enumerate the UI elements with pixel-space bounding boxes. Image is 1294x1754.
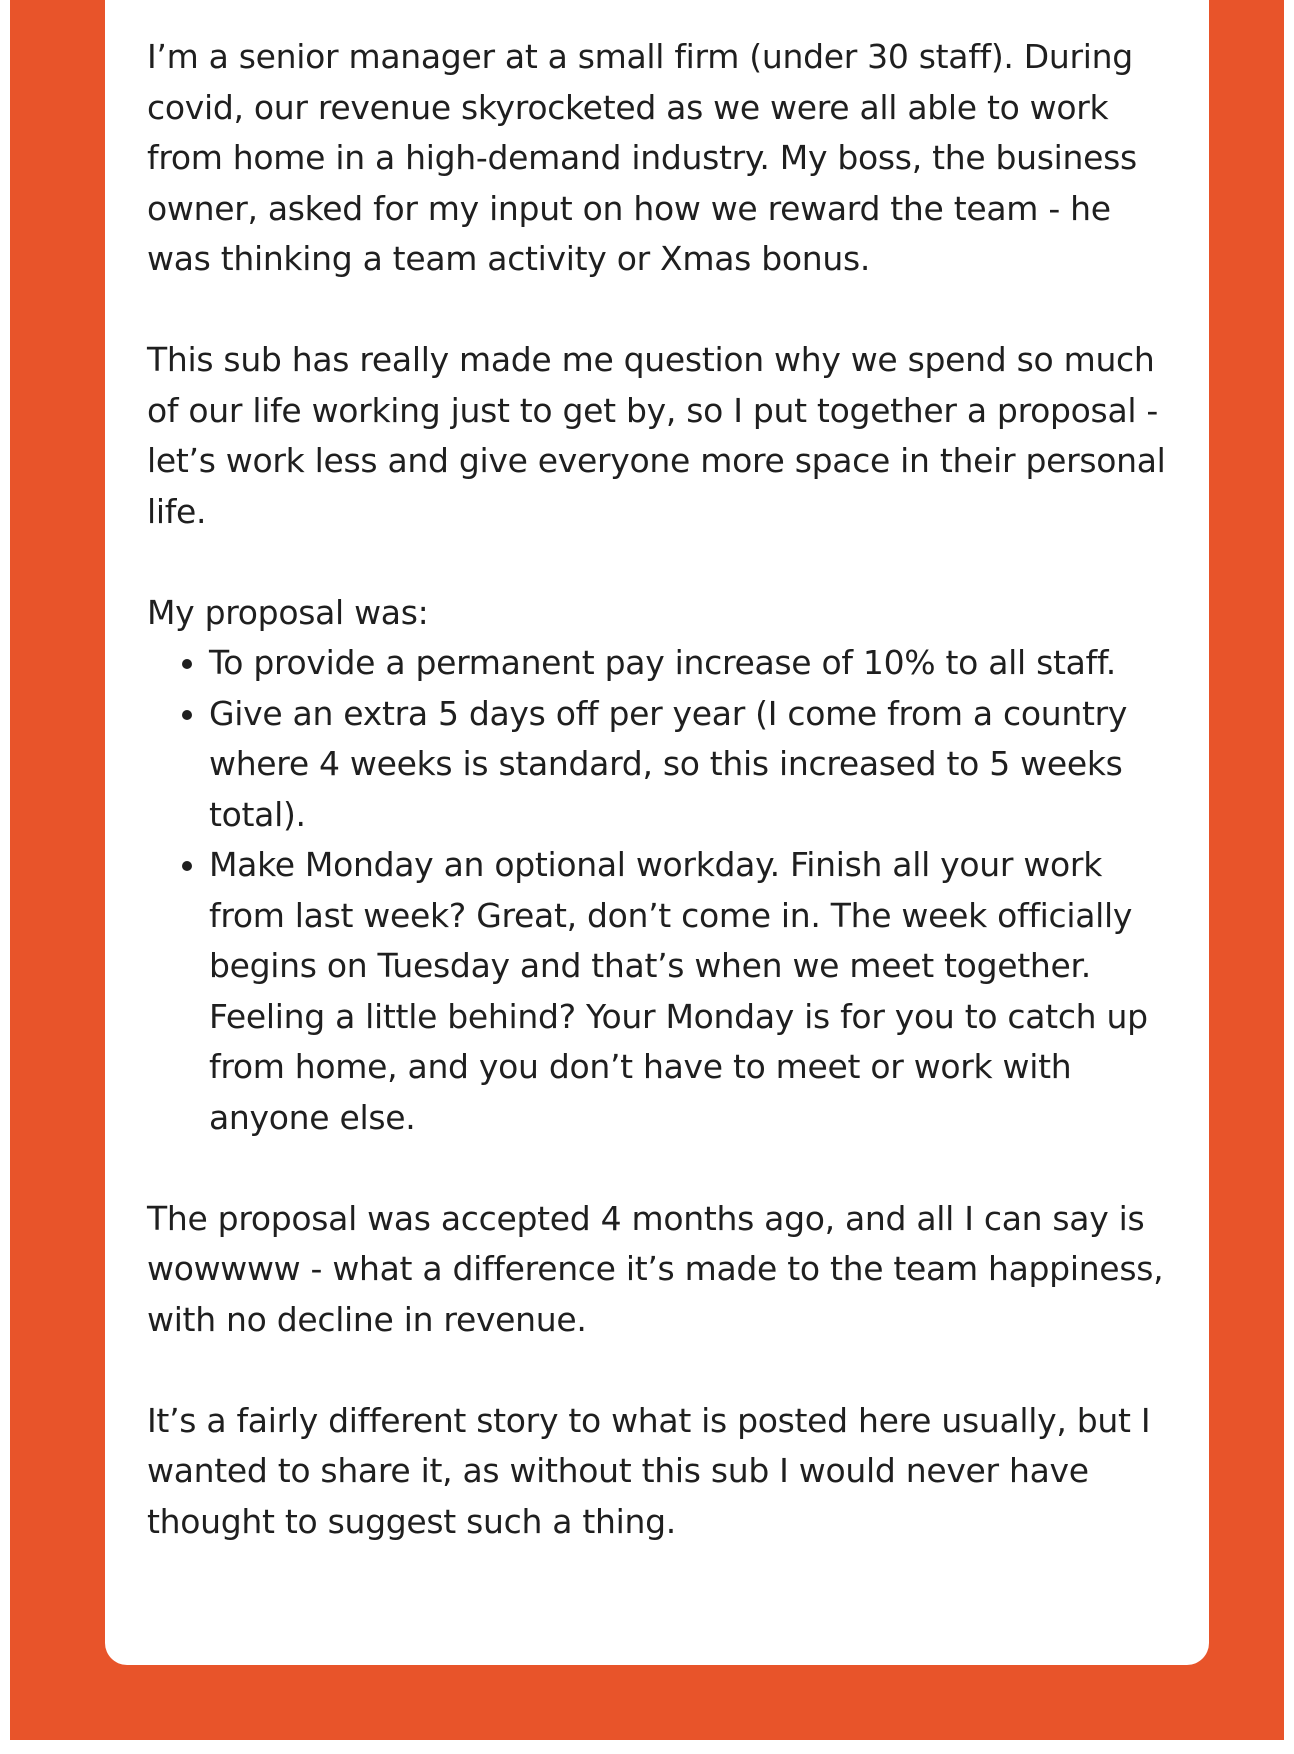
post-card <box>105 0 1209 1665</box>
proposal-item-optional-monday: • Make Monday an optional workday. Finish all your work from last week? Great, don’t come in. The week officially begins on Tuesday and that’s when we meet together. Feeling a little behind? Your Monday is for you to catch up from home, and you don’t have to meet or work with anyone else. <box>209 840 1169 1143</box>
proposal-item-pay-increase: • To provide a permanent pay increase of 10% to all staff. <box>209 638 1169 689</box>
bottom-strip <box>0 1740 1294 1754</box>
post-paragraph-motivation: This sub has really made me question why we spend so much of our life working just to get by, so I put together a proposal - let’s work less and give everyone more space in their personal life. <box>147 340 1166 531</box>
proposal-intro: My proposal was: <box>147 592 429 632</box>
orange-frame <box>10 0 1284 1740</box>
post-paragraph-outcome: The proposal was accepted 4 months ago, and all I can say is wowwww - what a difference it’s made to the team happiness, with no decline in revenue. <box>147 1198 1164 1339</box>
post-paragraph-closing: It’s a fairly different story to what is posted here usually, but I wanted to share it, as without this sub I would never have thought to suggest such a thing. <box>147 1400 1151 1541</box>
proposal-item-extra-days-off: • Give an extra 5 days off per year (I come from a country where 4 weeks is standard, so this increased to 5 weeks total). <box>209 689 1169 841</box>
post-paragraph-intro: I’m a senior manager at a small firm (under 30 staff). During covid, our revenue skyrocketed as we were all able to work from home in a high-demand industry. My boss, the business owner, asked for my input on how we reward the team - he was thinking a team activity or Xmas bonus. <box>147 37 1137 278</box>
proposal-list <box>147 638 1169 1143</box>
